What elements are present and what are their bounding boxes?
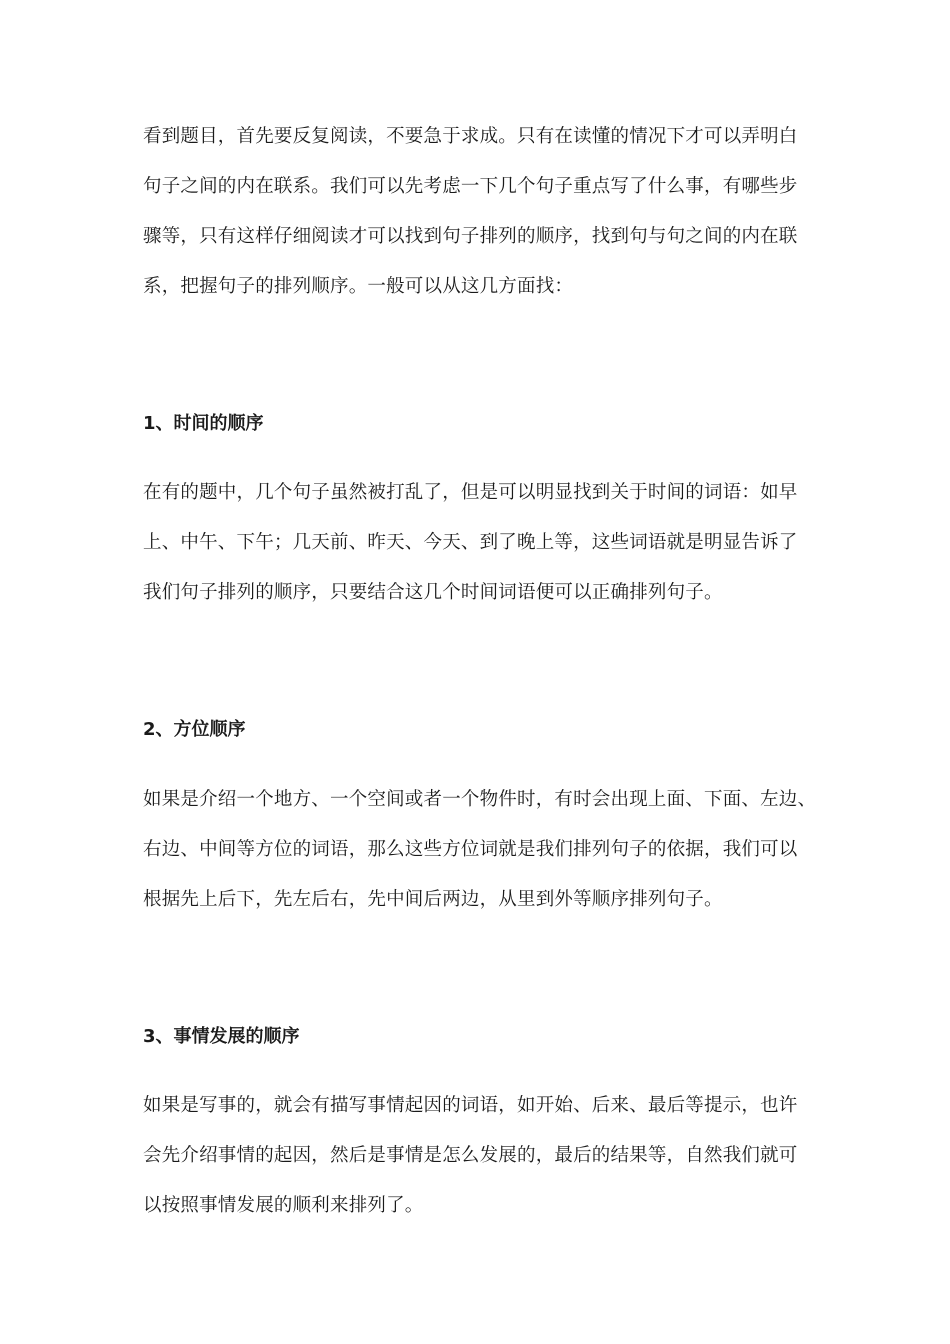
paragraph-line: 上、中午、下午；几天前、昨天、今天、到了晚上等，这些词语就是明显告诉了 xyxy=(143,532,798,553)
section-heading-time-order: 1、时间的顺序 xyxy=(143,413,264,434)
paragraph-line: 根据先上后下，先左后右，先中间后两边，从里到外等顺序排列句子。 xyxy=(143,889,723,910)
section-paragraph-position-order xyxy=(143,775,817,925)
section-heading-position-order: 2、方位顺序 xyxy=(143,719,246,740)
paragraph-line: 骤等，只有这样仔细阅读才可以找到句子排列的顺序，找到句与句之间的内在联 xyxy=(143,226,798,247)
paragraph-line: 以按照事情发展的顺利来排列了。 xyxy=(143,1195,424,1216)
paragraph-line: 我们句子排列的顺序，只要结合这几个时间词语便可以正确排列句子。 xyxy=(143,582,723,603)
intro-paragraph xyxy=(143,112,813,312)
section-paragraph-time-order xyxy=(143,468,813,618)
paragraph-line: 如果是介绍一个地方、一个空间或者一个物件时，有时会出现上面、下面、左边、 xyxy=(143,789,817,810)
section-paragraph-event-order xyxy=(143,1081,813,1231)
paragraph-line: 句子之间的内在联系。我们可以先考虑一下几个句子重点写了什么事，有哪些步 xyxy=(143,176,798,197)
paragraph-line: 如果是写事的，就会有描写事情起因的词语，如开始、后来、最后等提示，也许 xyxy=(143,1095,798,1116)
section-heading-event-order: 3、事情发展的顺序 xyxy=(143,1026,300,1047)
paragraph-line: 会先介绍事情的起因，然后是事情是怎么发展的，最后的结果等，自然我们就可 xyxy=(143,1145,798,1166)
paragraph-line: 在有的题中，几个句子虽然被打乱了，但是可以明显找到关于时间的词语：如早 xyxy=(143,482,798,503)
paragraph-line: 看到题目，首先要反复阅读，不要急于求成。只有在读懂的情况下才可以弄明白 xyxy=(143,126,798,147)
paragraph-line: 系，把握句子的排列顺序。一般可以从这几方面找： xyxy=(143,276,574,297)
paragraph-line: 右边、中间等方位的词语，那么这些方位词就是我们排列句子的依据，我们可以 xyxy=(143,839,798,860)
